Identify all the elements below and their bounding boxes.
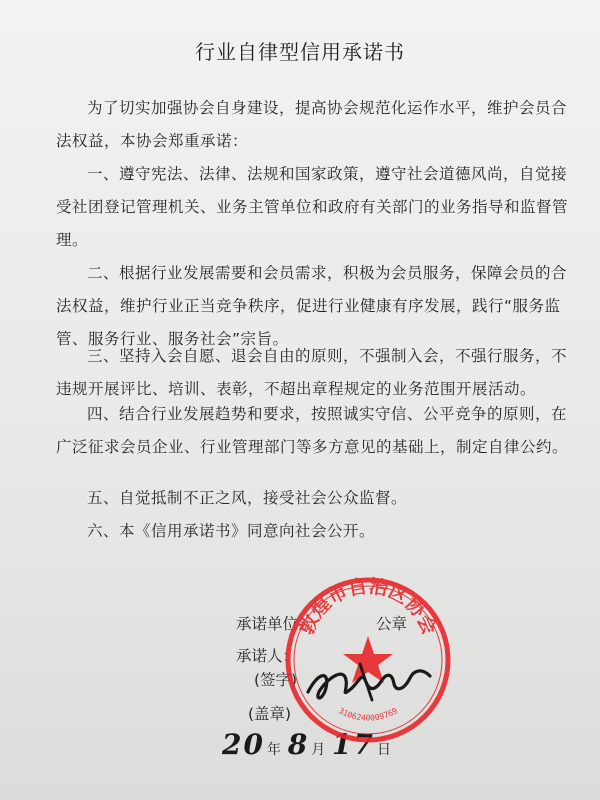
seal-code-text: 3106240009769 <box>337 706 399 723</box>
date-year: 20 <box>222 728 265 761</box>
intro-paragraph: 为了切实加强协会自身建设，提高协会规范化运作水平，维护会员合法权益，本协会郑重承诺： <box>56 99 568 150</box>
signing-unit-line <box>236 612 407 634</box>
date-month-char: 月 <box>311 742 326 758</box>
date-day-char: 日 <box>376 742 391 758</box>
clause-1: 一、遵守宪法、法律、法规和国家政策，遵守社会道德风尚，自觉接受社团登记管理机关、业务主管单位和政府有关部门的业务指导和监督管理。 <box>56 165 569 249</box>
seal-ring-text: 敦煌市自治区协会 <box>295 575 441 638</box>
signing-unit-label: 承诺单位 <box>236 615 299 633</box>
signing-unit-value: 公章 <box>376 615 408 633</box>
seal-star-icon <box>343 636 393 683</box>
clause-4: 四、结合行业发展趋势和要求，按照诚实守信、公平竞争的原则，在广泛征求会员企业、行业管理部门等多方意见的基础上，制定自律公约。 <box>56 405 569 456</box>
seal-caption: (盖章) <box>248 705 292 723</box>
clause-6: 六、本《信用承诺书》同意向社会公开。 <box>87 522 376 540</box>
date-day: 17 <box>332 728 375 761</box>
signature-caption: (签字) <box>254 671 298 689</box>
document-title: 行业自律型信用承诺书 <box>195 40 405 64</box>
date-year-char: 年 <box>266 742 281 758</box>
clause-2: 二、根据行业发展需要和会员需求，积极为会员服务，保障会员的合法权益，维护行业正当竞争秩序，促进行业健康有序发展，践行“服务监管、服务行业、服务社会”宗旨。 <box>56 264 568 348</box>
handwritten-date <box>222 728 393 761</box>
date-month: 8 <box>287 728 310 761</box>
signatory-label: 承诺人： <box>236 647 299 665</box>
official-seal-icon <box>282 574 454 746</box>
clause-3: 三、坚持入会自愿、退会自由的原则，不强制入会，不强行服务，不违规开展评比、培训、表彰，不超出章程规定的业务范围开展活动。 <box>56 347 568 398</box>
handwritten-signature-icon <box>300 650 440 710</box>
signatory-line <box>236 644 298 666</box>
clause-5: 五、自觉抵制不正之风，接受社会公众监督。 <box>87 489 408 507</box>
